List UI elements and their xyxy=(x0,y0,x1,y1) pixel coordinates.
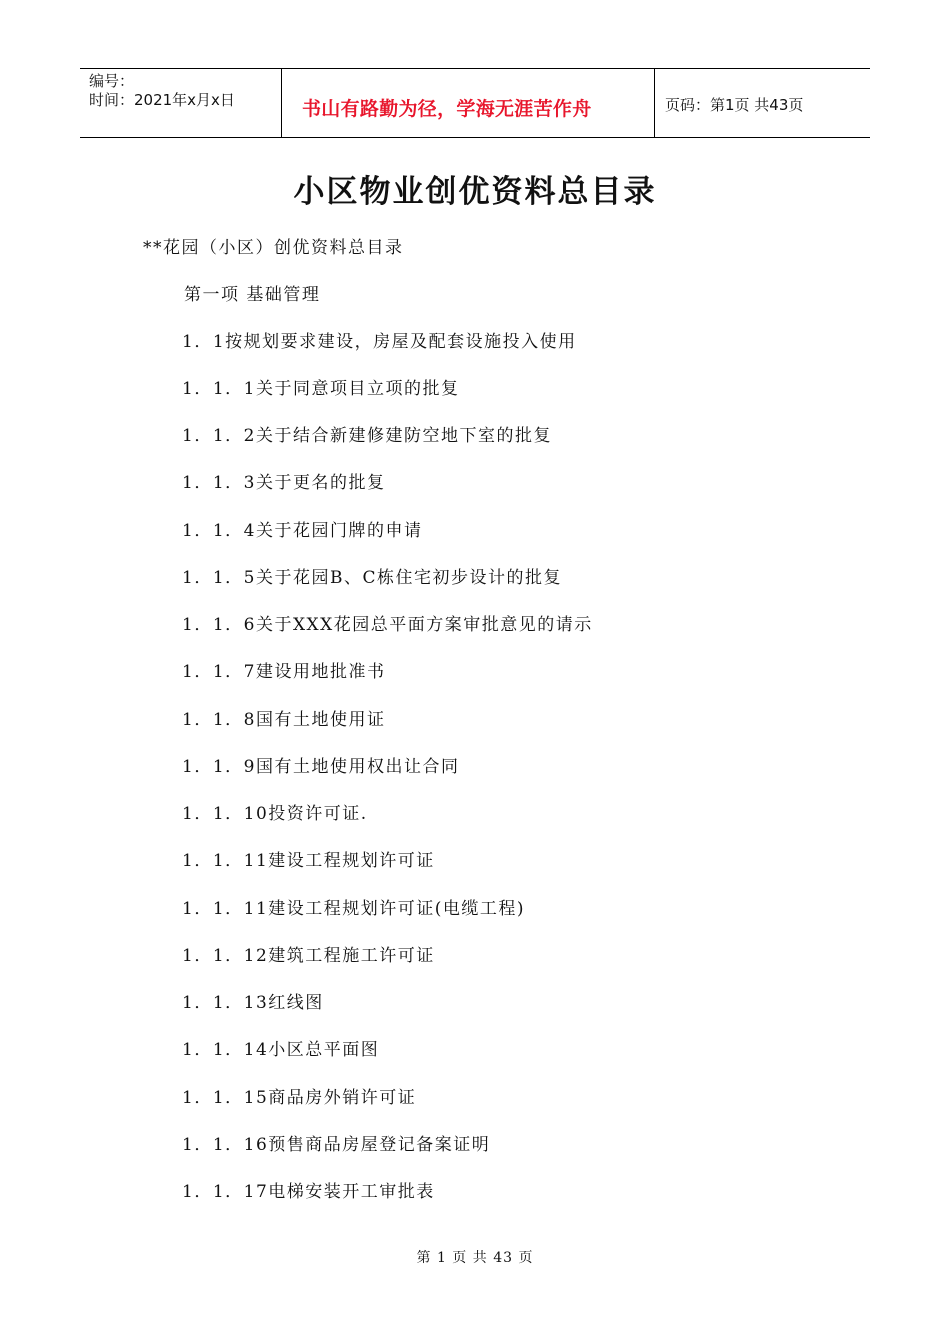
header-motto: 书山有路勤为径，学海无涯苦作舟 xyxy=(302,98,592,120)
toc-item: 1．1．14小区总平面图 xyxy=(182,1040,380,1060)
toc-item: 1．1．4关于花园门牌的申请 xyxy=(182,521,423,541)
toc-item: 1．1．16预售商品房屋登记备案证明 xyxy=(182,1135,491,1155)
toc-item: 1．1．10投资许可证. xyxy=(182,804,368,824)
toc-item: 1．1．11建设工程规划许可证(电缆工程) xyxy=(182,899,526,919)
section-heading: 第一项 基础管理 xyxy=(184,285,321,305)
header-table xyxy=(80,68,870,138)
toc-item: 1．1．12建筑工程施工许可证 xyxy=(182,946,435,966)
toc-item: 1．1．7建设用地批准书 xyxy=(182,662,386,682)
toc-item: 1．1．13红线图 xyxy=(182,993,324,1013)
toc-item: 1．1．2关于结合新建修建防空地下室的批复 xyxy=(182,426,552,446)
toc-item: 1．1．8国有土地使用证 xyxy=(182,710,386,730)
toc-item: 1．1．6关于XXX花园总平面方案审批意见的请示 xyxy=(182,615,593,635)
document-number-label: 编号： xyxy=(89,72,135,90)
toc-item: 1．1．11建设工程规划许可证 xyxy=(182,851,435,871)
toc-item: 1．1．15商品房外销许可证 xyxy=(182,1088,417,1108)
header-page-info: 页码：第1页 共43页 xyxy=(665,96,804,114)
toc-item: 1．1．17电梯安装开工审批表 xyxy=(182,1182,435,1202)
header-middle-cell xyxy=(282,69,655,137)
header-left-cell xyxy=(80,69,282,137)
header-right-cell xyxy=(655,69,870,137)
toc-item: 1．1按规划要求建设，房屋及配套设施投入使用 xyxy=(182,332,577,352)
document-time: 时间：2021年x月x日 xyxy=(89,91,235,109)
document-title: 小区物业创优资料总目录 xyxy=(293,174,657,210)
toc-item: 1．1．1关于同意项目立项的批复 xyxy=(182,379,460,399)
toc-item: 1．1．3关于更名的批复 xyxy=(182,473,386,493)
page-footer: 第 1 页 共 43 页 xyxy=(416,1250,534,1266)
catalog-subtitle: **花园（小区）创优资料总目录 xyxy=(143,238,404,258)
toc-item: 1．1．9国有土地使用权出让合同 xyxy=(182,757,460,777)
toc-item: 1．1．5关于花园B、C栋住宅初步设计的批复 xyxy=(182,568,562,588)
